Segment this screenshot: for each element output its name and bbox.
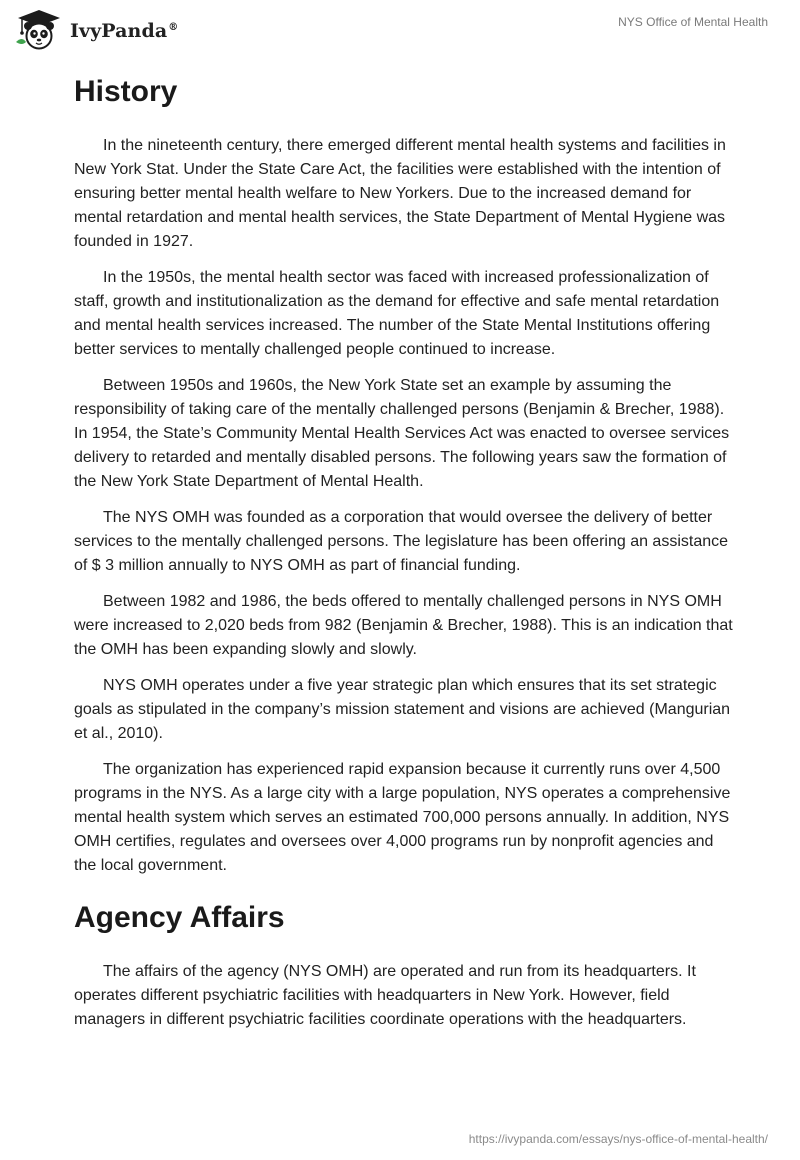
paragraph: The organization has experienced rapid expansion because it currently runs over 4,500 programs in the NYS. As a large city with a large population, NYS operates a comprehensive mental health system which serves an estimated 700,000 persons annually. In addition, NYS OMH certifies, regulates and oversees over 4,000 programs run by nonprofit agencies and the local government. <box>74 761 731 874</box>
section-heading-agency-affairs: Agency Affairs <box>74 901 285 934</box>
brand-name: IvyPanda® <box>70 20 179 42</box>
essay-content <box>74 70 734 1044</box>
paragraph: NYS OMH operates under a five year strategic plan which ensures that its set strategic goals as stipulated in the company’s mission statement and visions are achieved (Mangurian et al., 2010). <box>74 677 731 742</box>
paragraph: Between 1950s and 1960s, the New York State set an example by assuming the responsibility of taking care of the mentally challenged persons (Benjamin & Brecher, 1988). In 1954, the State’s Community Mental Health Services Act was enacted to oversee services delivery to retarded and mentally disabled persons. The following years saw the formation of the New York State Department of Mental Health. <box>74 377 730 490</box>
paragraph: The affairs of the agency (NYS OMH) are operated and run from its headquarters. It operates different psychiatric facilities with headquarters in New York. However, field managers in different psychiatric facilities coordinate operations with the headquarters. <box>74 963 696 1028</box>
brand-logo[interactable] <box>14 8 178 50</box>
paragraph: In the nineteenth century, there emerged different mental health systems and facilities in New York Stat. Under the State Care Act, the facilities were established with the intention of ensuring better mental health welfare to New Yorkers. Due to the increased demand for mental retardation and mental health services, the State Department of Mental Hygiene was founded in 1927. <box>74 137 726 250</box>
panda-graduate-icon <box>14 8 64 50</box>
document-title: NYS Office of Mental Health <box>618 15 768 29</box>
section-heading-history: History <box>74 75 178 108</box>
paragraph: The NYS OMH was founded as a corporation that would oversee the delivery of better services to the mentally challenged persons. The legislature has been offering an assistance of $ 3 million annually to NYS OMH as part of financial funding. <box>74 509 729 574</box>
registered-mark: ® <box>168 21 179 33</box>
paragraph: In the 1950s, the mental health sector was faced with increased professionalization of staff, growth and institutionalization as the demand for effective and safe mental retardation and mental health services increased. The number of the State Mental Institutions offering better services to mentally challenged people continued to increase. <box>74 269 720 358</box>
paragraph: Between 1982 and 1986, the beds offered to mentally challenged persons in NYS OMH were increased to 2,020 beds from 982 (Benjamin & Brecher, 1988). This is an indication that the OMH has been expanding slowly and slowly. <box>74 593 733 658</box>
page-header <box>0 0 800 60</box>
source-url-link[interactable]: https://ivypanda.com/essays/nys-office-of-mental-health/ <box>468 1132 768 1146</box>
